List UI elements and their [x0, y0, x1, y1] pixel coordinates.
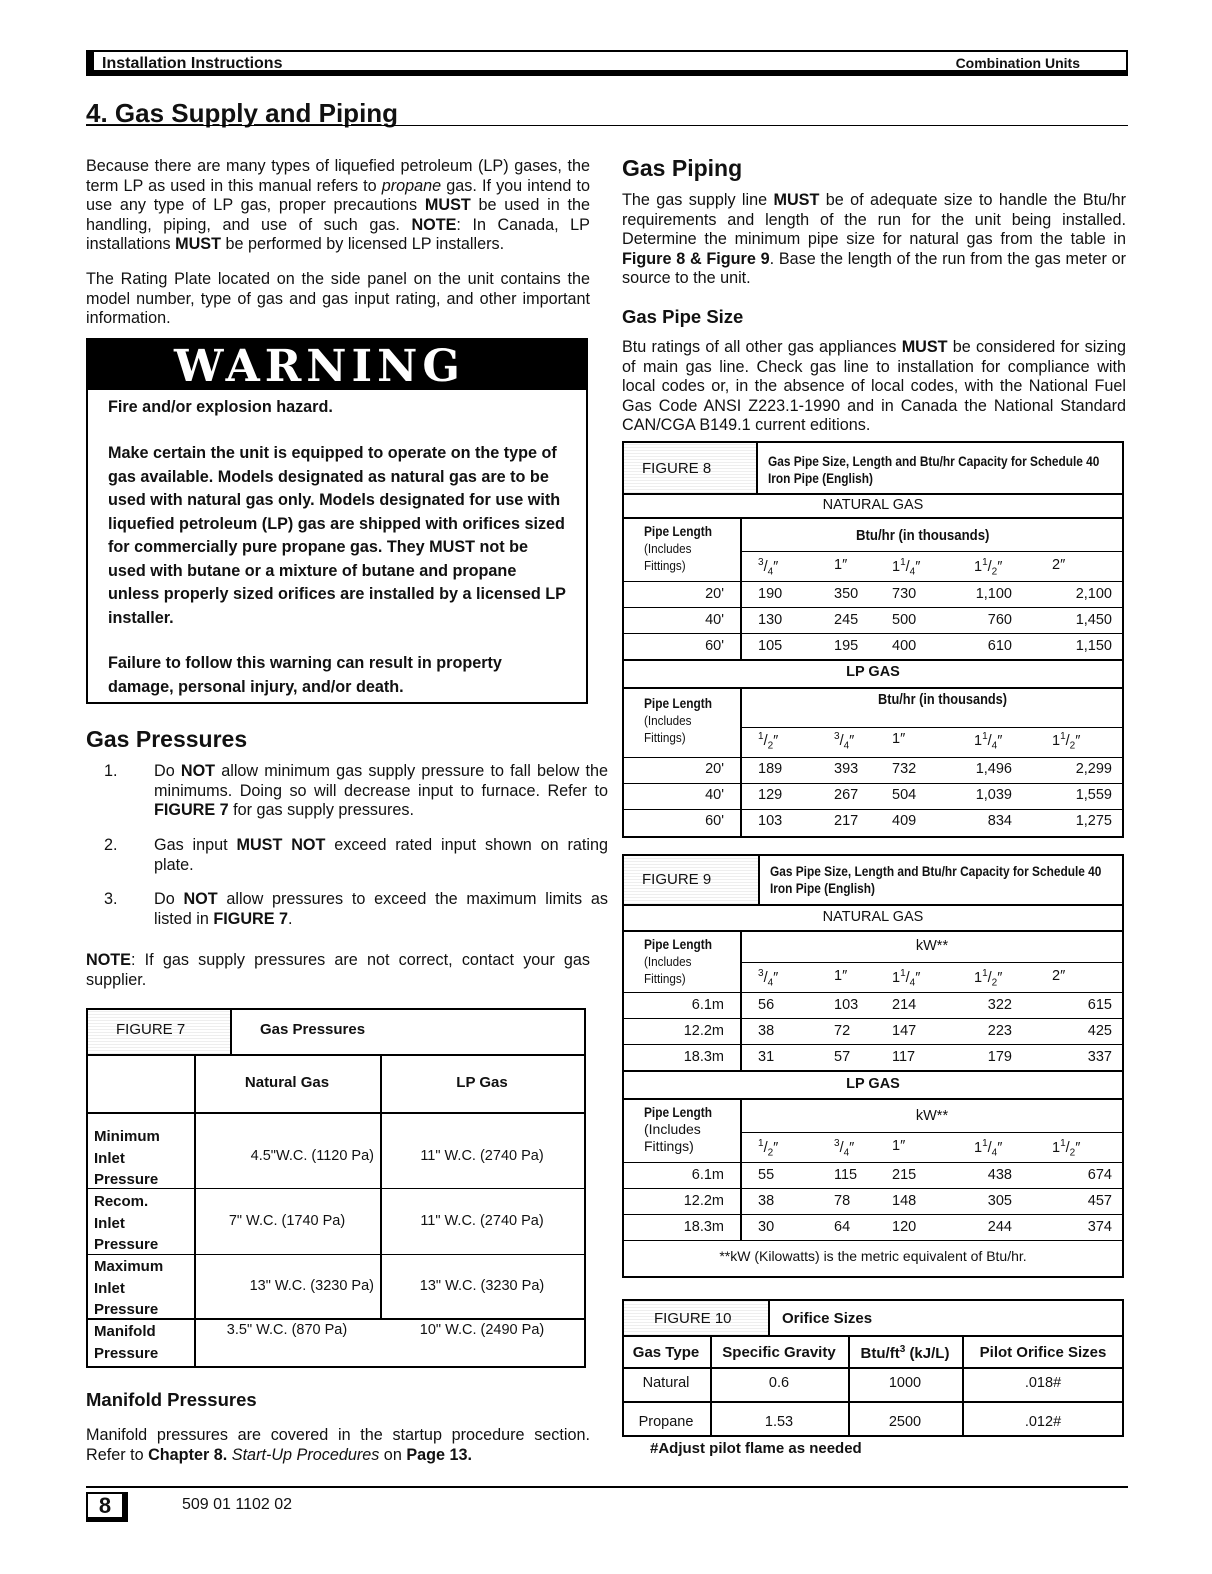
- figure8-label: FIGURE 8: [624, 443, 758, 493]
- capacity-cell: 610: [987, 638, 1012, 654]
- pipe-size-label: $1^1/_2''$: [1052, 731, 1081, 752]
- figure10-col-pilot-orifice: Pilot Orifice Sizes: [979, 1344, 1107, 1361]
- intro-paragraph-2: The Rating Plate located on the side panel on the unit contains the model number, type of gas and gas input rating, and other important information.: [86, 270, 590, 328]
- pipe-size-label: $^3/_4''$: [834, 1138, 855, 1159]
- pipe-size-label: 1″: [892, 1138, 906, 1154]
- figure7-row-label: Minimum Inlet Pressure: [94, 1128, 160, 1188]
- list-item-1: 1. Do NOT allow minimum gas supply pressure to fall below the minimums. Doing so will decrease input to furnace. Refer to FIGURE 7 for gas supply pressures.: [104, 762, 608, 820]
- pipe-length-cell: 40': [705, 612, 724, 628]
- pipe-length-cell: 12.2m: [683, 1023, 724, 1039]
- figure7-col-lp: LP Gas: [456, 1074, 508, 1091]
- capacity-cell: 1,450: [1075, 612, 1112, 628]
- figure10-cell: .018#: [1024, 1375, 1062, 1391]
- pipe-size-label: $1^1/_4''$: [892, 557, 921, 578]
- figure7-cell: 4.5"W.C. (1120 Pa): [250, 1148, 374, 1164]
- pipe-size-label: $1^1/_2''$: [974, 557, 1003, 578]
- figure10-cell: 2500: [888, 1414, 922, 1430]
- warning-box: [86, 338, 588, 704]
- capacity-cell: 55: [758, 1167, 775, 1183]
- figure8-title: Gas Pipe Size, Length and Btu/hr Capacity for Schedule 40 Iron Pipe (English): [768, 454, 1100, 486]
- capacity-cell: 57: [834, 1049, 851, 1065]
- manifold-heading: Manifold Pressures: [86, 1389, 257, 1410]
- figure9-footnote: **kW (Kilowatts) is the metric equivalent of Btu/hr.: [719, 1248, 1027, 1264]
- gas-piping-paragraph: The gas supply line MUST be of adequate size to handle the Btu/hr requirements and length of the run for the unit being installed. Determine the minimum pipe size for natural gas from the table in Figure 8 & Figure 9. Base the length of the run from the gas meter or source to the unit.: [622, 191, 1126, 288]
- warning-line-1: Fire and/or explosion hazard.: [108, 398, 333, 416]
- capacity-cell: 179: [987, 1049, 1012, 1065]
- header-right: Combination Units: [955, 55, 1080, 71]
- figure10-table: [622, 1299, 1124, 1437]
- capacity-cell: 245: [834, 612, 859, 628]
- capacity-cell: 674: [1087, 1167, 1112, 1183]
- pipe-size-label: $^3/_4''$: [758, 968, 779, 989]
- gas-pressures-note: NOTE: If gas supply pressures are not correct, contact your gas supplier.: [86, 951, 590, 989]
- gas-pipe-size-paragraph: Btu ratings of all other gas appliances MUST be considered for sizing of main gas line. Check gas line to installation for compliance with local codes or, in the absence of local codes, with the National Fuel Gas Code ANSI Z223.1-1990 and in Canada the National Standard CAN/CGA B149.1 current editions.: [622, 338, 1126, 435]
- figure8-lp-heading: LP GAS: [846, 664, 900, 680]
- figure7-table: [86, 1008, 586, 1368]
- capacity-cell: 223: [987, 1023, 1012, 1039]
- figure9-lp-rowhead: Pipe Length (Includes Fittings): [644, 1105, 712, 1154]
- capacity-cell: 215: [892, 1167, 917, 1183]
- header-left: Installation Instructions: [102, 55, 283, 72]
- pipe-size-label: $^1/_2''$: [758, 1138, 779, 1159]
- capacity-cell: 38: [758, 1193, 775, 1209]
- capacity-cell: 115: [834, 1167, 858, 1183]
- pipe-length-cell: 6.1m: [691, 1167, 724, 1183]
- capacity-cell: 147: [892, 1023, 917, 1039]
- pipe-length-cell: 60': [705, 813, 724, 829]
- figure7-row-label: Maximum Inlet Pressure: [94, 1258, 164, 1318]
- pipe-size-label: 1″: [892, 731, 906, 747]
- figure7-cell: 11" W.C. (2740 Pa): [420, 1148, 544, 1164]
- figure9-natural-heading: NATURAL GAS: [822, 909, 924, 925]
- pipe-length-cell: 40': [705, 787, 724, 803]
- capacity-cell: 834: [987, 813, 1012, 829]
- capacity-cell: 120: [892, 1219, 917, 1235]
- footer-rule: [86, 1486, 1128, 1488]
- figure10-cell: 0.6: [768, 1375, 790, 1391]
- capacity-cell: 30: [758, 1219, 775, 1235]
- figure9-lp-unit: kW**: [915, 1108, 949, 1124]
- figure7-row-label: Manifold Pressure: [94, 1323, 159, 1362]
- capacity-cell: 2,299: [1075, 761, 1112, 777]
- figure8-lp-rowhead: Pipe Length (Includes Fittings): [644, 696, 712, 745]
- capacity-cell: 2,100: [1075, 586, 1112, 602]
- figure7-col-natural: Natural Gas: [244, 1074, 330, 1091]
- capacity-cell: 214: [892, 997, 917, 1013]
- figure7-cell: 7" W.C. (1740 Pa): [228, 1213, 346, 1229]
- pipe-size-label: $1^1/_2''$: [1052, 1138, 1081, 1159]
- warning-paragraph-2: Make certain the unit is equipped to operate on the type of gas available. Models designated as natural gas are to be used with natural gas only. Models designated for use with liquefied petroleum (LP) gas are shipped with orifices sized for commercially pure propane gas. They MUST not be used with butane or a mixture of butane and propane unless properly sized orifices are installed by a licensed LP installer.: [108, 444, 566, 627]
- pipe-size-label: 1″: [834, 968, 848, 984]
- figure10-cell: Natural: [642, 1375, 690, 1391]
- figure7-title: Gas Pressures: [260, 1021, 366, 1038]
- capacity-cell: 409: [892, 813, 917, 829]
- running-header: [86, 50, 1128, 76]
- capacity-cell: 217: [834, 813, 859, 829]
- figure10-label: FIGURE 10: [622, 1299, 770, 1337]
- figure7-row-label: Recom. Inlet Pressure: [94, 1193, 159, 1253]
- capacity-cell: 730: [892, 586, 917, 602]
- pipe-size-label: 1″: [834, 557, 848, 573]
- capacity-cell: 1,150: [1075, 638, 1112, 654]
- page-number: 8: [86, 1492, 128, 1522]
- capacity-cell: 189: [758, 761, 783, 777]
- pipe-size-label: $1^1/_4''$: [974, 731, 1003, 752]
- capacity-cell: 103: [834, 997, 859, 1013]
- capacity-cell: 457: [1087, 1193, 1112, 1209]
- capacity-cell: 500: [892, 612, 917, 628]
- capacity-cell: 129: [758, 787, 783, 803]
- capacity-cell: 1,100: [975, 586, 1012, 602]
- capacity-cell: 322: [987, 997, 1012, 1013]
- figure9-natural-rowhead: Pipe Length (Includes Fittings): [644, 937, 712, 986]
- figure10-note: #Adjust pilot flame as needed: [650, 1440, 862, 1457]
- capacity-cell: 103: [758, 813, 783, 829]
- figure9-table: [622, 854, 1124, 1278]
- capacity-cell: 78: [834, 1193, 851, 1209]
- pipe-size-label: $^3/_4''$: [834, 731, 855, 752]
- warning-paragraph-3: Failure to follow this warning can result in property damage, personal injury, and/or death.: [108, 654, 502, 696]
- figure9-label: FIGURE 9: [624, 856, 760, 904]
- capacity-cell: 374: [1087, 1219, 1112, 1235]
- pipe-length-cell: 6.1m: [691, 997, 724, 1013]
- capacity-cell: 337: [1087, 1049, 1112, 1065]
- figure8-table: [622, 441, 1124, 838]
- pipe-length-cell: 18.3m: [683, 1049, 724, 1065]
- capacity-cell: 305: [987, 1193, 1012, 1209]
- capacity-cell: 117: [892, 1049, 916, 1065]
- capacity-cell: 615: [1087, 997, 1112, 1013]
- capacity-cell: 31: [758, 1049, 775, 1065]
- figure7-cell: 3.5" W.C. (870 Pa): [226, 1322, 348, 1338]
- capacity-cell: 195: [834, 638, 859, 654]
- figure7-cell: 10" W.C. (2490 Pa): [419, 1322, 545, 1338]
- pipe-length-cell: 18.3m: [683, 1219, 724, 1235]
- capacity-cell: 438: [987, 1167, 1012, 1183]
- intro-paragraph-1: Because there are many types of liquefied petroleum (LP) gases, the term LP as used in this manual refers to propane gas. If you intend to use any type of LP gas, proper precautions MUST be used in the handling, piping, and use of such gas. NOTE: In Canada, LP installations MUST be performed by licensed LP installers.: [86, 157, 591, 254]
- manifold-paragraph: Manifold pressures are covered in the startup procedure section. Refer to Chapter 8. Start-Up Procedures on Page 13.: [86, 1426, 590, 1464]
- capacity-cell: 1,039: [975, 787, 1012, 803]
- capacity-cell: 148: [892, 1193, 917, 1209]
- capacity-cell: 1,275: [1075, 813, 1112, 829]
- figure10-cell: .012#: [1024, 1414, 1062, 1430]
- pipe-size-label: $^1/_2''$: [758, 731, 779, 752]
- figure9-lp-heading: LP GAS: [846, 1076, 900, 1092]
- figure7-label: FIGURE 7: [88, 1010, 232, 1054]
- figure9-title: Gas Pipe Size, Length and Btu/hr Capacity for Schedule 40 Iron Pipe (English): [770, 864, 1102, 896]
- warning-band: [88, 340, 586, 390]
- capacity-cell: 64: [834, 1219, 851, 1235]
- capacity-cell: 1,559: [1075, 787, 1112, 803]
- capacity-cell: 504: [892, 787, 917, 803]
- capacity-cell: 38: [758, 1023, 775, 1039]
- section-title: 4. Gas Supply and Piping: [86, 98, 399, 128]
- figure7-cell: 13" W.C. (3230 Pa): [249, 1278, 374, 1294]
- capacity-cell: 105: [758, 638, 783, 654]
- capacity-cell: 760: [987, 612, 1012, 628]
- figure8-lp-unit: Btu/hr (in thousands): [878, 692, 1008, 708]
- capacity-cell: 1,496: [975, 761, 1012, 777]
- capacity-cell: 244: [987, 1219, 1012, 1235]
- capacity-cell: 267: [834, 787, 859, 803]
- pipe-size-label: 2″: [1052, 557, 1066, 573]
- document-number: 509 01 1102 02: [182, 1496, 293, 1513]
- figure9-natural-unit: kW**: [915, 938, 949, 954]
- pipe-length-cell: 60': [705, 638, 724, 654]
- warning-word: WARNING: [174, 341, 465, 392]
- list-item-3: 3. Do NOT allow pressures to exceed the maximum limits as listed in FIGURE 7.: [104, 890, 608, 928]
- pipe-length-cell: 20': [705, 761, 724, 777]
- figure10-cell: Propane: [638, 1414, 694, 1430]
- capacity-cell: 56: [758, 997, 775, 1013]
- figure8-natural-heading: NATURAL GAS: [822, 497, 924, 513]
- capacity-cell: 72: [834, 1023, 851, 1039]
- gas-pressures-heading: Gas Pressures: [86, 726, 248, 752]
- capacity-cell: 400: [892, 638, 917, 654]
- gas-pipe-size-heading: Gas Pipe Size: [622, 306, 744, 327]
- figure8-natural-rowhead: Pipe Length (Includes Fittings): [644, 524, 712, 573]
- capacity-cell: 350: [834, 586, 859, 602]
- figure10-cell: 1000: [888, 1375, 922, 1391]
- figure8-natural-unit: Btu/hr (in thousands): [856, 527, 990, 544]
- figure7-cell: 11" W.C. (2740 Pa): [420, 1213, 544, 1229]
- figure7-cell: 13" W.C. (3230 Pa): [419, 1278, 545, 1294]
- figure10-title: Orifice Sizes: [782, 1310, 873, 1327]
- pipe-size-label: $1^1/_4''$: [974, 1138, 1003, 1159]
- title-rule: [86, 125, 1128, 126]
- pipe-length-cell: 12.2m: [683, 1193, 724, 1209]
- pipe-size-label: $1^1/_4''$: [892, 968, 921, 989]
- figure10-col-gas-type: Gas Type: [632, 1344, 700, 1361]
- pipe-size-label: $1^1/_2''$: [974, 968, 1003, 989]
- pipe-size-label: $^3/_4''$: [758, 557, 779, 578]
- pipe-size-label: 2″: [1052, 968, 1066, 984]
- gas-piping-heading: Gas Piping: [622, 155, 743, 181]
- capacity-cell: 130: [758, 612, 783, 628]
- capacity-cell: 425: [1087, 1023, 1112, 1039]
- pipe-length-cell: 20': [705, 586, 724, 602]
- figure10-col-btu: Btu/$ft^3$ (kJ/L): [860, 1344, 950, 1362]
- figure10-cell: 1.53: [764, 1414, 794, 1430]
- capacity-cell: 393: [834, 761, 859, 777]
- list-item-2: 2. Gas input MUST NOT exceed rated input shown on rating plate.: [104, 836, 608, 874]
- capacity-cell: 732: [892, 761, 917, 777]
- capacity-cell: 190: [758, 586, 783, 602]
- figure10-col-specific-gravity: Specific Gravity: [722, 1344, 836, 1361]
